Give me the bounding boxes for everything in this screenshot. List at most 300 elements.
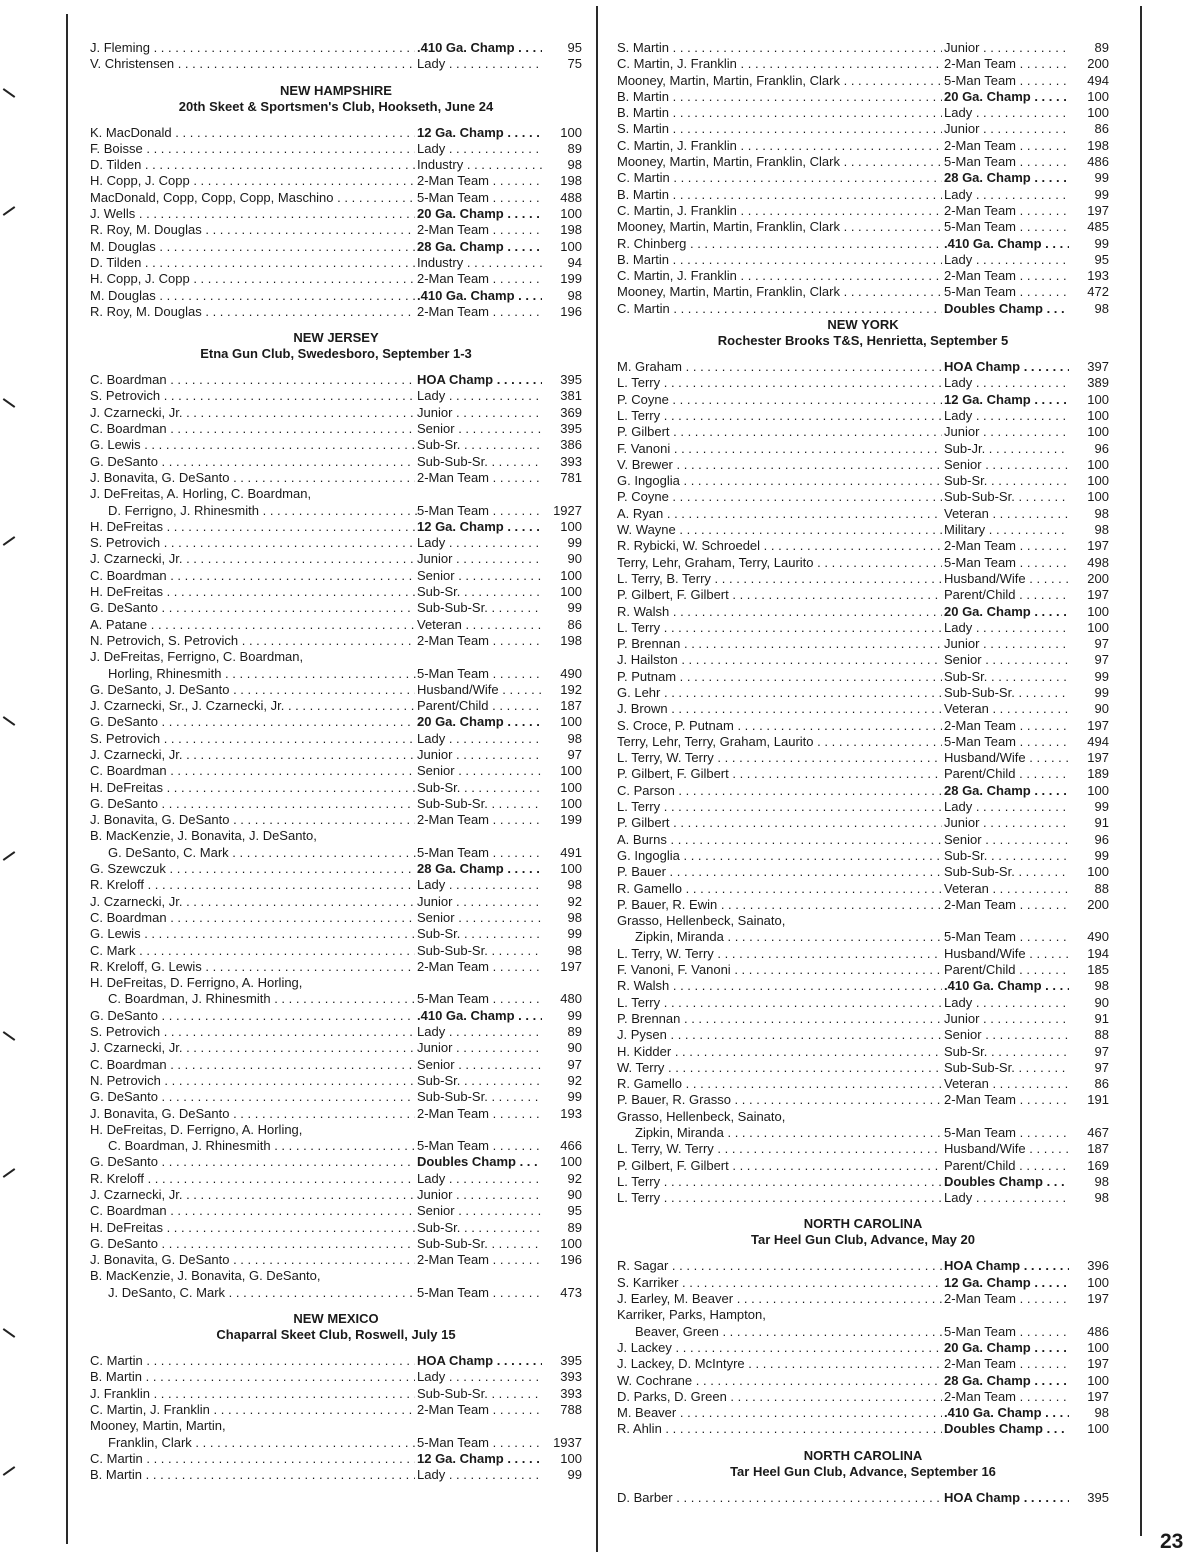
event-class: Junior . . . — [417, 747, 545, 763]
event-class: 2-Man Team . . . — [417, 959, 545, 975]
result-row — [90, 1353, 582, 1369]
shooter-names: A. Burns . . . — [617, 832, 942, 848]
event-class: 2-Man Team . . . — [944, 268, 1072, 284]
state-heading: NEW JERSEY — [293, 330, 379, 346]
event-class: 2-Man Team . . . — [417, 304, 545, 320]
score: 199 — [542, 812, 582, 828]
event-class: Sub-Sr. . . . — [417, 780, 545, 796]
event-class: .410 Ga. Champ . . . — [944, 1405, 1072, 1421]
result-row — [617, 946, 1109, 962]
event-class: HOA Champ . . . — [944, 1258, 1072, 1274]
score: 100 — [1069, 457, 1109, 473]
shooter-names: Beaver, Green . . . — [617, 1324, 960, 1340]
shooter-names: A. Patane . . . — [90, 617, 415, 633]
event-class: Senior . . . — [417, 1057, 545, 1073]
shooter-names: L. Terry, B. Terry . . . — [617, 571, 942, 587]
shooter-names: H. Copp, J. Copp . . . — [90, 173, 415, 189]
result-row — [617, 718, 1109, 734]
result-row — [617, 392, 1109, 408]
binding-mark — [3, 398, 16, 408]
score: 90 — [542, 551, 582, 567]
event-class: Lady . . . — [417, 731, 545, 747]
score: 486 — [1069, 1324, 1109, 1340]
event-class: Sub-Sub-Sr. . . . — [417, 1386, 545, 1402]
score: 196 — [542, 1252, 582, 1268]
score: 90 — [542, 1187, 582, 1203]
score: 91 — [1069, 815, 1109, 831]
spacer — [90, 320, 582, 330]
result-row — [90, 125, 582, 141]
event-class: Junior . . . — [944, 40, 1072, 56]
score: 89 — [1069, 40, 1109, 56]
result-row — [617, 1076, 1109, 1092]
result-row — [617, 154, 1109, 170]
shooter-names: H. DeFreitas . . . — [90, 519, 415, 535]
score: 99 — [1069, 236, 1109, 252]
event-class: Lady . . . — [417, 56, 545, 72]
shooter-names: J. Czarnecki, Jr. . . . — [90, 894, 415, 910]
club-heading: Tar Heel Gun Club, Advance, September 16 — [730, 1463, 996, 1479]
event-class: 5-Man Team . . . — [417, 1285, 545, 1301]
score: 90 — [1069, 995, 1109, 1011]
score: 92 — [542, 1171, 582, 1187]
event-class: 2-Man Team . . . — [417, 1106, 545, 1122]
result-row — [617, 522, 1109, 538]
shooter-names: D. Tilden . . . — [90, 157, 415, 173]
score: 393 — [542, 1386, 582, 1402]
result-row — [90, 943, 582, 959]
event-class: Lady . . . — [417, 1171, 545, 1187]
shooter-names: R. Roy, M. Douglas . . . — [90, 304, 415, 320]
result-row — [90, 239, 582, 255]
event-class: Senior . . . — [417, 910, 545, 926]
event-class: 5-Man Team . . . — [944, 1324, 1072, 1340]
result-row-continuation — [90, 1418, 582, 1434]
shooter-names: J. Bonavita, G. DeSanto . . . — [90, 470, 415, 486]
event-class: 12 Ga. Champ . . . — [944, 1275, 1072, 1291]
event-class: 5-Man Team . . . — [417, 845, 545, 861]
shooter-names: J. DeSanto, C. Mark . . . — [90, 1285, 433, 1301]
result-row — [90, 173, 582, 189]
result-row — [90, 1008, 582, 1024]
shooter-names: F. Boisse . . . — [90, 141, 415, 157]
event-class: Junior . . . — [944, 1011, 1072, 1027]
result-row — [90, 454, 582, 470]
result-row — [617, 408, 1109, 424]
event-class: Lady . . . — [417, 1024, 545, 1040]
binding-mark — [3, 536, 16, 546]
score: 1937 — [542, 1435, 582, 1451]
result-row — [90, 1386, 582, 1402]
shooter-names: G. Lewis . . . — [90, 926, 415, 942]
event-class: Parent/Child . . . — [417, 698, 545, 714]
result-row — [90, 1285, 582, 1301]
shooter-names: G. DeSanto . . . — [90, 796, 415, 812]
shooter-names: M. Graham . . . — [617, 359, 942, 375]
event-class: Sub-Sub-Sr. . . . — [417, 1236, 545, 1252]
event-class: Sub-Sr. . . . — [944, 669, 1072, 685]
score: 98 — [1069, 522, 1109, 538]
result-row — [617, 929, 1109, 945]
result-row — [90, 372, 582, 388]
result-row — [90, 470, 582, 486]
score: 100 — [542, 861, 582, 877]
result-row — [90, 535, 582, 551]
result-row — [617, 121, 1109, 137]
event-class: 20 Ga. Champ . . . — [417, 206, 545, 222]
shooter-names: K. MacDonald . . . — [90, 125, 415, 141]
event-class: Junior . . . — [417, 551, 545, 567]
score: 200 — [1069, 571, 1109, 587]
score: 197 — [1069, 718, 1109, 734]
shooter-names: G. DeSanto, C. Mark . . . — [90, 845, 433, 861]
shooter-names: P. Bauer, R. Ewin . . . — [617, 897, 942, 913]
shooter-names: MacDonald, Copp, Copp, Copp, Maschino . . . — [90, 190, 415, 206]
result-row — [617, 799, 1109, 815]
result-row — [617, 604, 1109, 620]
result-row — [90, 56, 582, 72]
event-class: 20 Ga. Champ . . . — [944, 604, 1072, 620]
score: 381 — [542, 388, 582, 404]
shooter-names: R. Walsh . . . — [617, 604, 942, 620]
event-class: Lady . . . — [417, 877, 545, 893]
result-row — [617, 783, 1109, 799]
shooter-names: G. DeSanto . . . — [90, 600, 415, 616]
event-class: Lady . . . — [417, 1467, 545, 1483]
event-class: .410 Ga. Champ . . . — [417, 1008, 545, 1024]
shooter-names: B. Martin . . . — [617, 252, 942, 268]
result-row — [90, 926, 582, 942]
result-row — [617, 1044, 1109, 1060]
score: 99 — [1069, 799, 1109, 815]
score: 98 — [1069, 1405, 1109, 1421]
event-class: 2-Man Team . . . — [944, 1389, 1072, 1405]
score: 99 — [542, 535, 582, 551]
score: 100 — [1069, 473, 1109, 489]
score: 100 — [1069, 89, 1109, 105]
shooter-names: F. Vanoni, F. Vanoni . . . — [617, 962, 942, 978]
result-row — [90, 666, 582, 682]
result-row — [617, 359, 1109, 375]
center-column-rule — [596, 6, 598, 1552]
score: 86 — [1069, 1076, 1109, 1092]
score: 94 — [542, 255, 582, 271]
score: 490 — [542, 666, 582, 682]
result-row-continuation — [90, 649, 582, 665]
shooter-names: J. Czarnecki, Sr., J. Czarnecki, Jr. . . . — [90, 698, 415, 714]
score: 491 — [542, 845, 582, 861]
score: 395 — [542, 372, 582, 388]
shooter-names: Zipkin, Miranda . . . — [617, 929, 960, 945]
club-heading: Chaparral Skeet Club, Roswell, July 15 — [216, 1327, 456, 1343]
result-row — [617, 73, 1109, 89]
shooter-names: R. Rybicki, W. Schroedel . . . — [617, 538, 942, 554]
event-class: 5-Man Team . . . — [417, 190, 545, 206]
score: 98 — [542, 910, 582, 926]
event-class: Parent/Child . . . — [944, 1158, 1072, 1174]
event-class: 2-Man Team . . . — [417, 1402, 545, 1418]
shooter-names: J. Lackey . . . — [617, 1340, 942, 1356]
result-row — [90, 271, 582, 287]
event-class: 2-Man Team . . . — [417, 633, 545, 649]
event-class: 28 Ga. Champ . . . — [417, 239, 545, 255]
spacer — [617, 349, 1109, 359]
score: 494 — [1069, 73, 1109, 89]
event-class: 2-Man Team . . . — [944, 1356, 1072, 1372]
score: 197 — [542, 959, 582, 975]
result-row — [90, 157, 582, 173]
shooter-names: J. Bonavita, G. DeSanto . . . — [90, 1252, 415, 1268]
shooter-names: Franklin, Clark . . . — [90, 1435, 433, 1451]
score: 99 — [542, 1089, 582, 1105]
state-heading: NEW YORK — [827, 317, 899, 333]
result-row — [90, 1154, 582, 1170]
shooter-names: W. Cochrane . . . — [617, 1373, 942, 1389]
shooter-names: G. Szewczuk . . . — [90, 861, 415, 877]
shooter-names: G. Ingoglia . . . — [617, 473, 942, 489]
event-class: Husband/Wife . . . — [417, 682, 545, 698]
shooter-names: H. DeFreitas, D. Ferrigno, A. Horling, — [90, 975, 303, 991]
result-row — [617, 252, 1109, 268]
score: 100 — [542, 206, 582, 222]
event-class: Lady . . . — [944, 105, 1072, 121]
result-row — [617, 424, 1109, 440]
event-class: 5-Man Team . . . — [944, 73, 1072, 89]
result-row — [617, 40, 1109, 56]
event-class: 5-Man Team . . . — [944, 929, 1072, 945]
score: 485 — [1069, 219, 1109, 235]
score: 99 — [1069, 848, 1109, 864]
shooter-names: G. Ingoglia . . . — [617, 848, 942, 864]
result-row — [90, 991, 582, 1007]
shooter-names: C. Boardman . . . — [90, 372, 415, 388]
event-class: 2-Man Team . . . — [944, 718, 1072, 734]
event-class: Sub-Sr. . . . — [417, 926, 545, 942]
score: 97 — [542, 747, 582, 763]
event-class: 12 Ga. Champ . . . — [417, 1451, 545, 1467]
result-row — [617, 734, 1109, 750]
shooter-names: R. Walsh . . . — [617, 978, 942, 994]
event-class: 5-Man Team . . . — [417, 666, 545, 682]
score: 781 — [542, 470, 582, 486]
event-class: Parent/Child . . . — [944, 962, 1072, 978]
result-row — [90, 421, 582, 437]
score: 90 — [542, 1040, 582, 1056]
shooter-names: J. Wells . . . — [90, 206, 415, 222]
event-class: 2-Man Team . . . — [944, 203, 1072, 219]
event-class: Industry . . . — [417, 255, 545, 271]
result-row — [617, 1060, 1109, 1076]
result-row — [90, 812, 582, 828]
result-row — [617, 1258, 1109, 1274]
event-class: Sub-Sub-Sr. . . . — [944, 685, 1072, 701]
score: 96 — [1069, 832, 1109, 848]
shooter-names: P. Gilbert, F. Gilbert . . . — [617, 587, 942, 603]
result-row — [90, 1451, 582, 1467]
result-row — [617, 1125, 1109, 1141]
event-class: Lady . . . — [944, 408, 1072, 424]
event-class: Junior . . . — [417, 894, 545, 910]
results-column-right — [617, 40, 1109, 1506]
event-class: HOA Champ . . . — [417, 1353, 545, 1369]
shooter-names: J. Czarnecki, Jr. . . . — [90, 405, 415, 421]
event-class: Lady . . . — [944, 995, 1072, 1011]
event-class: Industry . . . — [417, 157, 545, 173]
result-row — [90, 1220, 582, 1236]
event-class: Junior . . . — [944, 121, 1072, 137]
shooter-names: L. Terry . . . — [617, 1190, 942, 1206]
spacer — [617, 1206, 1109, 1216]
score: 191 — [1069, 1092, 1109, 1108]
result-row — [90, 1138, 582, 1154]
shooter-names: B. MacKenzie, J. Bonavita, G. DeSanto, — [90, 1268, 321, 1284]
result-row — [617, 571, 1109, 587]
shooter-names: R. Chinberg . . . — [617, 236, 942, 252]
event-class: Sub-Sub-Sr. . . . — [417, 454, 545, 470]
event-class: 5-Man Team . . . — [944, 734, 1072, 750]
result-row — [617, 978, 1109, 994]
event-class: Veteran . . . — [944, 881, 1072, 897]
event-class: Junior . . . — [417, 1040, 545, 1056]
shooter-names: Zipkin, Miranda . . . — [617, 1125, 960, 1141]
result-row — [90, 437, 582, 453]
shooter-names: P. Bauer . . . — [617, 864, 942, 880]
score: 397 — [1069, 359, 1109, 375]
event-class: 28 Ga. Champ . . . — [944, 783, 1072, 799]
result-row — [90, 1252, 582, 1268]
result-row — [90, 682, 582, 698]
score: 97 — [542, 1057, 582, 1073]
event-class: Lady . . . — [417, 141, 545, 157]
score: 100 — [542, 584, 582, 600]
score: 369 — [542, 405, 582, 421]
result-row — [617, 881, 1109, 897]
event-class: Doubles Champ . . . — [417, 1154, 545, 1170]
result-row — [617, 1324, 1109, 1340]
shooter-names: Mooney, Martin, Martin, Franklin, Clark . . . — [617, 154, 942, 170]
event-class: 5-Man Team . . . — [417, 1138, 545, 1154]
binding-mark — [3, 1168, 16, 1178]
event-class: 20 Ga. Champ . . . — [944, 1340, 1072, 1356]
result-row-continuation — [90, 486, 582, 502]
score: 100 — [1069, 1275, 1109, 1291]
event-class: 2-Man Team . . . — [944, 538, 1072, 554]
shooter-names: P. Gilbert, F. Gilbert . . . — [617, 766, 942, 782]
score: 89 — [542, 1024, 582, 1040]
result-row — [90, 190, 582, 206]
shooter-names: G. DeSanto . . . — [90, 714, 415, 730]
result-row — [90, 1369, 582, 1385]
shooter-names: M. Douglas . . . — [90, 239, 415, 255]
event-class: Lady . . . — [944, 620, 1072, 636]
event-class: 28 Ga. Champ . . . — [944, 1373, 1072, 1389]
spacer — [90, 1343, 582, 1353]
club-heading: 20th Skeet & Sportsmen's Club, Hookseth, June 24 — [178, 98, 494, 114]
result-row — [617, 1141, 1109, 1157]
binding-mark — [3, 851, 16, 861]
score: 100 — [542, 796, 582, 812]
score: 466 — [542, 1138, 582, 1154]
score: 486 — [1069, 154, 1109, 170]
result-row — [617, 669, 1109, 685]
result-row — [617, 555, 1109, 571]
score: 193 — [1069, 268, 1109, 284]
shooter-names: C. Boardman . . . — [90, 763, 415, 779]
score: 395 — [542, 1353, 582, 1369]
score: 97 — [1069, 636, 1109, 652]
result-row — [90, 584, 582, 600]
result-row — [90, 617, 582, 633]
score: 98 — [542, 943, 582, 959]
event-class: Senior . . . — [944, 457, 1072, 473]
shooter-names: D. Tilden . . . — [90, 255, 415, 271]
score: 98 — [542, 288, 582, 304]
event-class: 28 Ga. Champ . . . — [417, 861, 545, 877]
shooter-names: J. Czarnecki, Jr. . . . — [90, 1040, 415, 1056]
result-row — [617, 685, 1109, 701]
score: 198 — [542, 173, 582, 189]
score: 197 — [1069, 1389, 1109, 1405]
event-class: 2-Man Team . . . — [944, 56, 1072, 72]
result-row — [617, 236, 1109, 252]
score: 100 — [1069, 783, 1109, 799]
event-class: 12 Ga. Champ . . . — [417, 519, 545, 535]
shooter-names: Mooney, Martin, Martin, Franklin, Clark . . . — [617, 73, 942, 89]
result-row — [617, 1490, 1109, 1506]
result-row — [617, 815, 1109, 831]
event-class: Doubles Champ . . . — [944, 1421, 1072, 1437]
shooter-names: C. Martin, J. Franklin . . . — [617, 138, 942, 154]
shooter-names: C. Martin, J. Franklin . . . — [617, 203, 942, 219]
event-class: HOA Champ . . . — [944, 1490, 1072, 1506]
score: 86 — [1069, 121, 1109, 137]
result-row — [90, 877, 582, 893]
event-class: .410 Ga. Champ . . . — [944, 236, 1072, 252]
shooter-names: A. Ryan . . . — [617, 506, 942, 522]
shooter-names: R. Kreloff . . . — [90, 1171, 415, 1187]
result-row — [617, 1158, 1109, 1174]
score: 95 — [542, 1203, 582, 1219]
shooter-names: C. Boardman, J. Rhinesmith . . . — [90, 991, 433, 1007]
event-class: Senior . . . — [944, 652, 1072, 668]
score: 1927 — [542, 503, 582, 519]
result-row — [617, 1011, 1109, 1027]
score: 100 — [1069, 1340, 1109, 1356]
score: 100 — [542, 568, 582, 584]
shooter-names: P. Brennan . . . — [617, 1011, 942, 1027]
score: 100 — [542, 763, 582, 779]
shooter-names: W. Terry . . . — [617, 1060, 942, 1076]
spacer — [617, 1248, 1109, 1258]
shooter-names: H. DeFreitas . . . — [90, 1220, 415, 1236]
event-class: 5-Man Team . . . — [417, 1435, 545, 1451]
shooter-names: S. Petrovich . . . — [90, 388, 415, 404]
shooter-names: Grasso, Hellenbeck, Sainato, — [617, 1108, 786, 1124]
shooter-names: J. DeFreitas, Ferrigno, C. Boardman, — [90, 649, 304, 665]
shooter-names: H. Kidder . . . — [617, 1044, 942, 1060]
shooter-names: S. Petrovich . . . — [90, 535, 415, 551]
result-row — [90, 796, 582, 812]
result-row — [617, 1405, 1109, 1421]
result-row — [617, 1190, 1109, 1206]
score: 192 — [542, 682, 582, 698]
shooter-names: C. Martin . . . — [617, 170, 942, 186]
result-row — [617, 1340, 1109, 1356]
shooter-names: R. Roy, M. Douglas . . . — [90, 222, 415, 238]
result-row — [617, 848, 1109, 864]
spacer — [617, 1480, 1109, 1490]
shooter-names: P. Gilbert, F. Gilbert . . . — [617, 1158, 942, 1174]
